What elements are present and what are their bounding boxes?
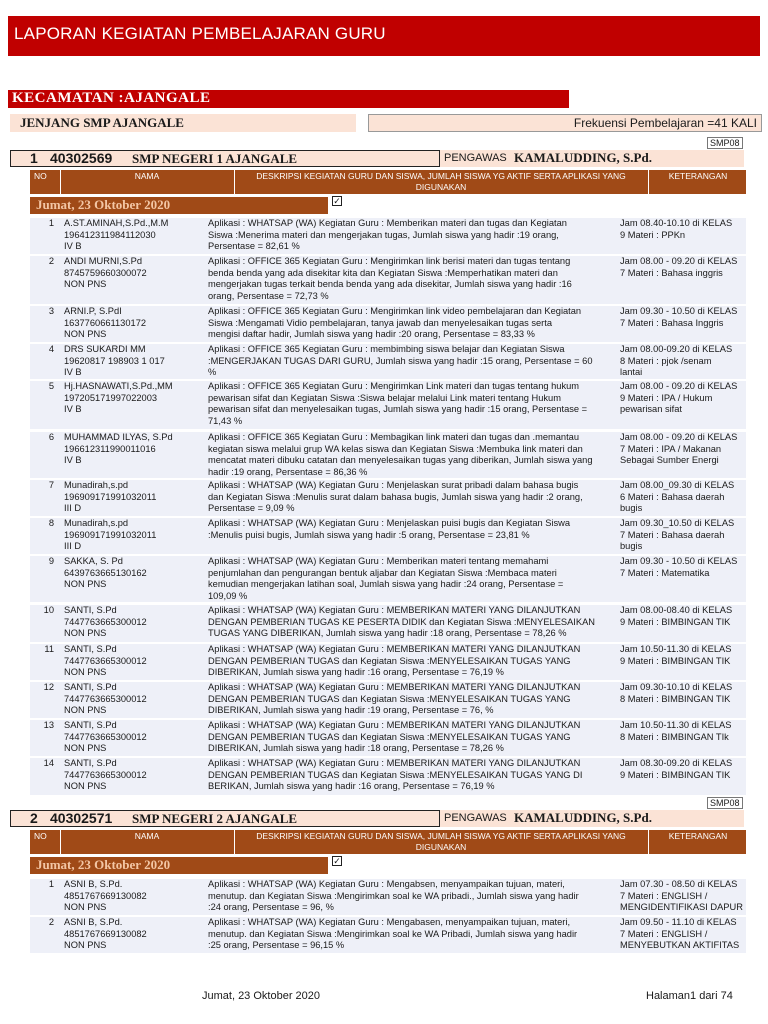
- activity-description-line: :25 orang, Persentase = 96,15 %: [208, 940, 345, 950]
- pengawas-name: KAMALUDDING, S.Pd.: [514, 150, 652, 165]
- row-number: 6: [48, 432, 54, 442]
- activity-description-line: DENGAN PEMBERIAN TUGAS KE PESERTA DIDIK dan Kegiatan Siswa :MENYELESAIKAN: [208, 616, 595, 627]
- activity-note-line: Jam 09.30_10.50 di KELAS: [620, 518, 735, 528]
- header-nama: NAMA: [134, 831, 160, 841]
- activity-note-line: 9 Materi : BIMBINGAN TIK: [620, 769, 731, 780]
- teacher-name-line: 7447763665300012: [64, 731, 147, 742]
- activity-description: [208, 720, 620, 755]
- teacher-name: [64, 917, 230, 952]
- teacher-name-line: NON PNS: [64, 743, 107, 753]
- table-row: [30, 432, 746, 478]
- table-header: [30, 830, 746, 854]
- activity-note-line: lantai: [620, 367, 643, 377]
- teacher-name-line: NON PNS: [64, 705, 107, 715]
- activity-description-line: DIBERIKAN, Jumlah siswa yang hadir :19 orang, Persentase = 76, %: [208, 705, 494, 715]
- activity-note-line: Jam 09.30 - 10.50 di KELAS: [620, 306, 738, 316]
- teacher-name: [64, 344, 230, 379]
- activity-description-line: Aplikasi : OFFICE 365 Kegiatan Guru : Mengirimkan link video pembelajaran dan Kegiatan: [208, 306, 582, 316]
- activity-description-line: pewarisan sifat dan Kegiatan Siswa :Siswa belajar melalui Link materi tentang Hukum: [208, 392, 561, 403]
- row-number: 11: [44, 644, 54, 654]
- row-number: 10: [43, 605, 54, 615]
- teacher-name: [64, 682, 230, 717]
- teacher-name: [64, 720, 230, 755]
- footer-date: Jumat, 23 Oktober 2020: [202, 990, 321, 1002]
- activity-description-line: Siswa :Mengamati Vidio pembelajaran, tanya jawab dan menyelesaikan tugas serta: [208, 317, 553, 328]
- activity-description-line: Persentase = 82,61 %: [208, 241, 300, 251]
- activity-description-line: TUGAS YANG DIBERIKAN, Jumlah siswa yang hadir :18 orang, Persentase = 78,26 %: [208, 628, 567, 638]
- school-name: SMP NEGERI 2 AJANGALE: [132, 811, 298, 826]
- pengawas-label: PENGAWAS: [444, 152, 507, 164]
- activity-note-line: Jam 09.30-10.10 di KELAS: [620, 682, 733, 692]
- activity-note-line: 9 Materi : BIMBINGAN TIK: [620, 655, 731, 666]
- activity-note-line: 7 Materi : Bahasa daerah: [620, 529, 725, 540]
- activity-description-line: DIBERIKAN, Jumlah siswa yang hadir :16 orang, Persentase = 76,19 %: [208, 667, 504, 677]
- activity-description-line: %: [208, 367, 217, 377]
- table-row: [30, 682, 746, 718]
- teacher-name-line: ASNI B, S.Pd.: [64, 879, 123, 889]
- teacher-name-line: 196909171991032011: [64, 491, 157, 502]
- teacher-name-line: SANTI, S.Pd: [64, 758, 117, 768]
- activity-note-line: Jam 08.00 - 09.20 di KELAS: [620, 256, 738, 266]
- header-no: NO: [34, 171, 47, 181]
- activity-note: [620, 682, 748, 705]
- pengawas-name: KAMALUDDING, S.Pd.: [514, 810, 652, 825]
- activity-description-line: Aplikasi : OFFICE 365 Kegiatan Guru : Mengirimkan link berisi materi dan tugas tentang: [208, 256, 571, 266]
- pengawas-label: PENGAWAS: [444, 812, 507, 824]
- activity-note-line: bugis: [620, 503, 643, 513]
- teacher-name-line: IV B: [64, 455, 82, 465]
- activity-note-line: 7 Materi : ENGLISH /: [620, 928, 708, 939]
- activity-note-line: 7 Materi : Matematika: [620, 567, 710, 578]
- teacher-name-line: NON PNS: [64, 329, 107, 339]
- jenjang-box: [10, 114, 356, 132]
- date-bar: [30, 857, 328, 874]
- teacher-name: [64, 306, 230, 341]
- teacher-name-line: SANTI, S.Pd: [64, 644, 117, 654]
- table-row: [30, 605, 746, 642]
- table-row: [30, 344, 746, 379]
- row-number: 3: [48, 306, 54, 316]
- teacher-name-line: Munadirah,s.pd: [64, 518, 129, 528]
- teacher-name-line: IV B: [64, 241, 82, 251]
- teacher-name-line: 1637760661130172: [64, 317, 147, 328]
- table-row: [30, 518, 746, 554]
- activity-note-line: 6 Materi : Bahasa daerah: [620, 491, 725, 502]
- activity-description-line: mengerjakan tugas terkait benda benda yang ada disekitar, Jumlah siswa yang hadir :16: [208, 279, 572, 289]
- school-tag: SMP08: [707, 137, 743, 149]
- activity-note-line: Jam 08.00_09.30 di KELAS: [620, 480, 735, 490]
- page-number: Halaman1 dari 74: [646, 990, 733, 1002]
- activity-note-line: 7 Materi : Bahasa Inggris: [620, 317, 724, 328]
- activity-description-line: kegiatan siswa melalui grup WA kelas siswa dan Kegiatan Siswa :Membuka link materi dan: [208, 443, 583, 454]
- activity-note-line: Jam 08.00 - 09.20 di KELAS: [620, 432, 738, 442]
- activity-note-line: pewarisan sifat: [620, 404, 683, 414]
- teacher-name-line: IV B: [64, 367, 82, 377]
- activity-description-line: Aplikasi : OFFICE 365 Kegiatan Guru : Membagikan link materi dan tugas dan .memantau: [208, 432, 580, 442]
- activity-description-line: :Menulis puisi bugis, Jumlah siswa yang hadir :5 orang, Persentase = 23,81 %: [208, 529, 530, 540]
- activity-note: [620, 605, 748, 628]
- table-row: [30, 381, 746, 429]
- activity-description: [208, 879, 620, 914]
- table-row: [30, 720, 746, 756]
- activity-description: [208, 758, 620, 793]
- activity-note-line: 7 Materi : IPA / Makanan: [620, 443, 722, 454]
- checked-checkbox[interactable]: ✓: [333, 856, 341, 866]
- activity-description-line: BERIKAN, Jumlah siswa yang hadir :16 orang, Persentase = 76,19 %: [208, 781, 495, 791]
- school-code: 40302571: [50, 810, 113, 826]
- activity-description-line: Aplikasi : WHATSAP (WA) Kegiatan Guru : Memberikan materi dan tugas dan Kegiatan: [208, 218, 567, 228]
- activity-description-line: DIBERIKAN, Jumlah siswa yang hadir :18 orang, Persentase = 78,26 %: [208, 743, 504, 753]
- activity-description-line: Aplikasi : WHATSAP (WA) Kegiatan Guru : Mengabsen, menyampaikan tujuan, materi,: [208, 879, 565, 889]
- teacher-name-line: 4851767669130082: [64, 928, 147, 939]
- activity-note-line: MENGIDENTIFIKASI DAPUR: [620, 902, 743, 912]
- activity-note: [620, 720, 748, 743]
- kecamatan-label: KECAMATAN :AJANGALE: [12, 90, 211, 106]
- row-number: 2: [48, 917, 54, 927]
- teacher-name-line: SANTI, S.Pd: [64, 682, 117, 692]
- activity-note-line: Jam 08.40-10.10 di KELAS: [620, 218, 733, 228]
- checked-checkbox[interactable]: ✓: [333, 196, 341, 206]
- activity-description: [208, 344, 620, 379]
- activity-description-line: benda benda yang ada disekitar kita dan Kegiatan Siswa :Memperhatikan materi dan: [208, 267, 558, 278]
- teacher-name-line: III D: [64, 503, 82, 513]
- activity-note: [620, 917, 748, 952]
- row-number: 14: [43, 758, 54, 768]
- activity-note-line: Jam 07.30 - 08.50 di KELAS: [620, 879, 738, 889]
- activity-description: [208, 644, 620, 679]
- activity-note-line: Jam 08.00 - 09.20 di KELAS: [620, 381, 738, 391]
- activity-description-line: menutup. dan Kegiatan Siswa :Mengirimkan soal ke WA Pribadi, Jumlah siswa yang hadir: [208, 928, 578, 939]
- activity-note-line: 9 Materi : IPA / Hukum: [620, 392, 713, 403]
- teacher-name: [64, 480, 230, 515]
- teacher-name-line: 196612311990011016: [64, 443, 156, 454]
- activity-description-line: DENGAN PEMBERIAN TUGAS dan Kegiatan Siswa :MENYELESAIKAN TUGAS YANG: [208, 655, 571, 666]
- activity-description: [208, 480, 620, 515]
- activity-description-line: Aplikasi : WHATSAP (WA) Kegiatan Guru : Mengabasen, menyampaikan tujuan, materi,: [208, 917, 571, 927]
- header-no: NO: [34, 831, 47, 841]
- activity-note: [620, 306, 748, 329]
- teacher-name: [64, 218, 230, 253]
- teacher-name: [64, 381, 230, 416]
- table-row: [30, 879, 746, 915]
- row-number: 8: [48, 518, 54, 528]
- teacher-name-line: NON PNS: [64, 667, 107, 677]
- row-number: 13: [43, 720, 54, 730]
- teacher-name-line: SANTI, S.Pd: [64, 605, 117, 615]
- activity-note-line: 7 Materi : ENGLISH /: [620, 890, 708, 901]
- activity-description-line: Aplikasi : OFFICE 365 Kegiatan Guru : Mengirimkan Link materi dan tugas tentang hukum: [208, 381, 580, 391]
- date-bar: [30, 197, 328, 214]
- frekuensi-label: Frekuensi Pembelajaran =41 KALI: [573, 116, 757, 130]
- teacher-name-line: 6439763665130162: [64, 567, 147, 578]
- activity-description: [208, 605, 620, 640]
- activity-note-line: 9 Materi : BIMBINGAN TIK: [620, 616, 731, 627]
- activity-note-line: Jam 08.30-09.20 di KELAS: [620, 758, 733, 768]
- teacher-name: [64, 644, 230, 679]
- activity-description-line: :24 orang, Persentase = 96, %: [208, 902, 334, 912]
- header-keterangan: KETERANGAN: [668, 831, 728, 841]
- activity-description-line: Aplikasi : WHATSAP (WA) Kegiatan Guru : Menjelaskan puisi bugis dan Kegiatan Siswa: [208, 518, 571, 528]
- kecamatan-bar: [8, 90, 569, 108]
- school-header: [10, 150, 744, 167]
- activity-description-line: penjumlahan dan pengurangan bentuk aljabar dan Kegiatan Siswa :Membaca materi: [208, 567, 557, 578]
- row-number: 4: [48, 344, 54, 354]
- teacher-name-line: 7447763665300012: [64, 655, 147, 666]
- activity-description: [208, 682, 620, 717]
- row-number: 2: [48, 256, 54, 266]
- table-row: [30, 758, 746, 795]
- activity-note-line: 9 Materi : PPKn: [620, 229, 686, 240]
- activity-description: [208, 218, 620, 253]
- activity-note: [620, 518, 748, 553]
- activity-note-line: MENYEBUTKAN AKTIFITAS: [620, 940, 740, 950]
- activity-date: Jumat, 23 Oktober 2020: [36, 197, 171, 212]
- activity-description: [208, 432, 620, 478]
- header-deskripsi: DESKRIPSI KEGIATAN GURU DAN SISWA, JUMLAH SISWA YG AKTIF SERTA APLIKASI YANG DIGUNAKAN: [256, 831, 626, 852]
- activity-note-line: Jam 10.50-11.30 di KELAS: [620, 720, 732, 730]
- teacher-name: [64, 518, 230, 553]
- table-row: [30, 917, 746, 953]
- activity-description: [208, 917, 620, 952]
- table-row: [30, 556, 746, 602]
- activity-description-line: kemudian mengerjakan latihan soal, Jumlah siswa yang hadir :24 orang, Persentase =: [208, 579, 564, 589]
- activity-note-line: Jam 09.50 - 11.10 di KELAS: [620, 917, 737, 927]
- activity-description-line: Siswa :Menerima materi dan mengerjakan tugas, Jumlah siswa yang hadir :19 orang,: [208, 229, 559, 240]
- teacher-name: [64, 879, 230, 914]
- report-title-bar: [8, 16, 760, 56]
- teacher-name-line: 197205171997022003: [64, 392, 158, 403]
- activity-description-line: DENGAN PEMBERIAN TUGAS dan Kegiatan Siswa :MENYELESAIKAN TUGAS YANG: [208, 731, 571, 742]
- activity-note-line: Jam 08.00-09.20 di KELAS: [620, 344, 733, 354]
- school-name: SMP NEGERI 1 AJANGALE: [132, 151, 298, 166]
- teacher-name: [64, 605, 230, 640]
- activity-description-line: 71,43 %: [208, 415, 243, 426]
- activity-note-line: Jam 08.00-08.40 di KELAS: [620, 605, 733, 615]
- activity-note: [620, 256, 748, 279]
- row-number: 1: [48, 879, 54, 889]
- row-number: 1: [48, 218, 54, 228]
- teacher-name: [64, 256, 230, 291]
- teacher-name-line: SANTI, S.Pd: [64, 720, 117, 730]
- activity-description-line: Aplikasi : OFFICE 365 Kegiatan Guru : membimbing siswa belajar dan Kegiatan Siswa: [208, 344, 565, 354]
- activity-description-line: mengisi daftar hadir, Jumlah siswa yang hadir :20 orang, Persentase = 83,33 %: [208, 329, 535, 339]
- activity-date: Jumat, 23 Oktober 2020: [36, 857, 171, 872]
- activity-description-line: pewarisan sifat dan menyelesaikan tugas, Jumlah siswa yang hadir :15 orang, Persentase =: [208, 404, 588, 414]
- teacher-name-line: NON PNS: [64, 781, 107, 791]
- row-number: 12: [43, 682, 54, 692]
- teacher-name-line: NON PNS: [64, 940, 107, 950]
- activity-note: [620, 480, 748, 515]
- activity-description: [208, 518, 620, 541]
- activity-description-line: 109,09 %: [208, 590, 248, 601]
- row-number: 7: [48, 480, 54, 490]
- activity-note: [620, 758, 748, 781]
- activity-description-line: DENGAN PEMBERIAN TUGAS dan Kegiatan Siswa :MENYELESAIKAN TUGAS YANG: [208, 693, 571, 704]
- table-row: [30, 480, 746, 516]
- activity-note: [620, 644, 748, 667]
- activity-note: [620, 218, 748, 241]
- activity-description: [208, 256, 620, 302]
- activity-description-line: orang, Persentase = 72,73 %: [208, 290, 329, 301]
- teacher-name-line: NON PNS: [64, 279, 107, 289]
- jenjang-label: JENJANG SMP AJANGALE: [20, 115, 184, 130]
- teacher-name-line: A.ST.AMINAH,S.Pd.,M.M: [64, 218, 169, 228]
- activity-note: [620, 381, 748, 416]
- row-number: 9: [48, 556, 54, 566]
- activity-description-line: menutup. dan Kegiatan Siswa :Mengirimkan soal ke WA pribadi., Jumlah siswa yang hadir: [208, 890, 579, 901]
- teacher-name-line: 196909171991032011: [64, 529, 157, 540]
- teacher-name: [64, 758, 230, 793]
- activity-description-line: Aplikasi : WHATSAP (WA) Kegiatan Guru : MEMBERIKAN MATERI YANG DILANJUTKAN: [208, 720, 581, 730]
- teacher-name-line: NON PNS: [64, 628, 107, 638]
- table-row: [30, 218, 746, 254]
- teacher-name-line: 19620817 198903 1 017: [64, 355, 165, 366]
- teacher-name-line: ANDI MURNI,S.Pd: [64, 256, 143, 266]
- activity-description-line: dan Kegiatan Siswa :Menulis surat dalam bahasa bugis, Jumlah siswa yang hadir :2 orang,: [208, 491, 583, 502]
- activity-note: [620, 556, 748, 579]
- teacher-name-line: NON PNS: [64, 579, 107, 589]
- school-code: 40302569: [50, 150, 113, 166]
- teacher-name-line: DRS SUKARDI MM: [64, 344, 146, 354]
- teacher-name: [64, 432, 230, 467]
- teacher-name-line: MUHAMMAD ILYAS, S.Pd: [64, 432, 173, 442]
- teacher-name-line: 4851767669130082: [64, 890, 147, 901]
- header-nama: NAMA: [134, 171, 160, 181]
- activity-description-line: Aplikasi : WHATSAP (WA) Kegiatan Guru : Menjelaskan surat pribadi dalam bahasa bugis: [208, 480, 579, 490]
- teacher-name-line: Munadirah,s.pd: [64, 480, 129, 490]
- activity-note: [620, 344, 748, 379]
- activity-description-line: Aplikasi : WHATSAP (WA) Kegiatan Guru : MEMBERIKAN MATERI YANG DILANJUTKAN: [208, 605, 581, 615]
- teacher-name-line: 7447763665300012: [64, 769, 147, 780]
- activity-description: [208, 556, 620, 602]
- report-title: LAPORAN KEGIATAN PEMBELAJARAN GURU: [14, 24, 386, 43]
- activity-note-line: 8 Materi : pjok /senam: [620, 355, 712, 366]
- activity-description: [208, 381, 620, 427]
- teacher-name-line: 196412311984112030: [64, 229, 156, 240]
- table-row: [30, 256, 746, 304]
- school-number: 1: [30, 150, 38, 166]
- teacher-name-line: NON PNS: [64, 902, 107, 912]
- school-header: [10, 810, 744, 827]
- teacher-name-line: 7447763665300012: [64, 616, 147, 627]
- teacher-name-line: IV B: [64, 404, 82, 414]
- teacher-name: [64, 556, 230, 591]
- table-row: [30, 644, 746, 680]
- activity-note-line: bugis: [620, 541, 643, 551]
- table-row: [30, 306, 746, 342]
- teacher-name-line: 7447763665300012: [64, 693, 147, 704]
- row-number: 5: [48, 381, 54, 391]
- teacher-name-line: ASNI B, S.Pd.: [64, 917, 123, 927]
- teacher-name-line: 8745759660300072: [64, 267, 147, 278]
- activity-description-line: Aplikasi : WHATSAP (WA) Kegiatan Guru : MEMBERIKAN MATERI YANG DILANJUTKAN: [208, 682, 581, 692]
- activity-description-line: Aplikasi : WHATSAP (WA) Kegiatan Guru : MEMBERIKAN MATERI YANG DILANJUTKAN: [208, 758, 581, 768]
- activity-description-line: mencatat materi dibuku catatan dan menyelesaikan tugas yang diberikan, Jumlah siswa yang: [208, 455, 593, 465]
- school-number: 2: [30, 810, 38, 826]
- activity-description-line: Aplikasi : WHATSAP (WA) Kegiatan Guru : Memberikan materi tentang memahami: [208, 556, 549, 566]
- teacher-name-line: III D: [64, 541, 82, 551]
- activity-note-line: 8 Materi : BIMBINGAN TIK: [620, 693, 731, 704]
- activity-description-line: Persentase = 9,09 %: [208, 503, 295, 513]
- teacher-name-line: Hj.HASNAWATI,S.Pd.,MM: [64, 381, 173, 391]
- activity-description-line: hadir :19 orang, Persentase = 86,36 %: [208, 466, 368, 477]
- activity-description-line: :MENGERJAKAN TUGAS DARI GURU, Jumlah siswa yang hadir :15 orang, Persentase = 60: [208, 355, 593, 366]
- activity-note-line: Jam 09.30 - 10.50 di KELAS: [620, 556, 738, 566]
- frekuensi-box: [368, 114, 762, 132]
- table-header: [30, 170, 746, 194]
- teacher-name-line: ARNI.P, S.PdI: [64, 306, 122, 316]
- activity-note-line: 8 Materi : BIMBINGAN TIk: [620, 731, 729, 742]
- activity-note-line: 7 Materi : Bahasa inggris: [620, 267, 723, 278]
- activity-description: [208, 306, 620, 341]
- activity-note-line: Sebagai Sumber Energi: [620, 455, 719, 465]
- activity-note-line: Jam 10.50-11.30 di KELAS: [620, 644, 732, 654]
- school-tag: SMP08: [707, 797, 743, 809]
- activity-note: [620, 879, 748, 914]
- activity-description-line: Aplikasi : WHATSAP (WA) Kegiatan Guru : MEMBERIKAN MATERI YANG DILANJUTKAN: [208, 644, 581, 654]
- teacher-name-line: SAKKA, S. Pd: [64, 556, 123, 566]
- header-keterangan: KETERANGAN: [668, 171, 728, 181]
- activity-description-line: DENGAN PEMBERIAN TUGAS dan Kegiatan Siswa :MENYELESAIKAN TUGAS YANG DI: [208, 769, 583, 780]
- header-deskripsi: DESKRIPSI KEGIATAN GURU DAN SISWA, JUMLAH SISWA YG AKTIF SERTA APLIKASI YANG DIGUNAKAN: [256, 171, 626, 192]
- activity-note: [620, 432, 748, 467]
